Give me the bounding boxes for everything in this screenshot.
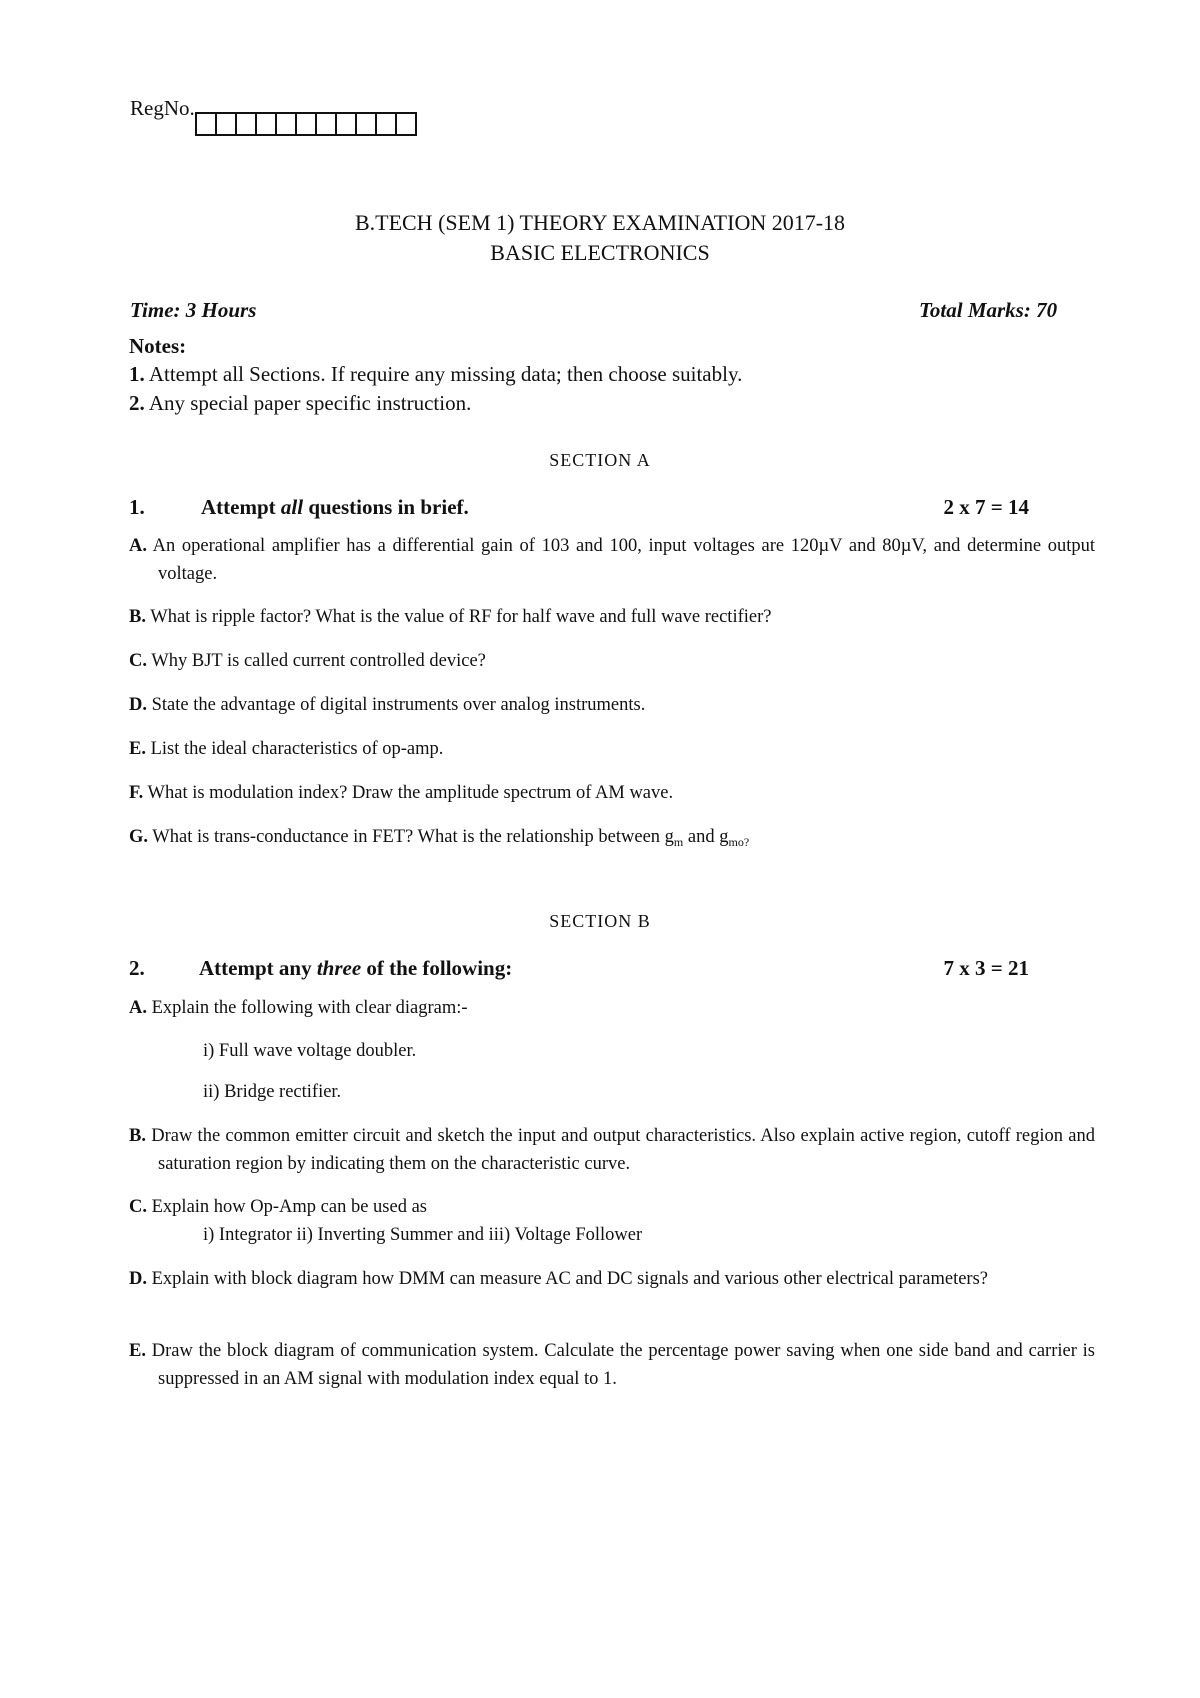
question-item: D. Explain with block diagram how DMM can measure AC and DC signals and various other electrical parameters? — [129, 1269, 988, 1289]
question-instruction: Attempt any three of the following: — [199, 956, 513, 980]
reg-number-field — [130, 94, 417, 136]
reg-number-label: RegNo. — [130, 96, 195, 120]
question-item: B. What is ripple factor? What is the value of RF for half wave and full wave rectifier? — [129, 607, 772, 627]
note-item — [129, 391, 471, 416]
question-item: A. An operational amplifier has a differential gain of 103 and 100, input voltages are 120µV and 80µV, and determine output voltage. — [129, 536, 1095, 584]
reg-number-boxes — [197, 112, 417, 136]
section-b-heading: SECTION B — [549, 911, 651, 931]
reg-cell — [315, 112, 337, 136]
reg-cell — [355, 112, 377, 136]
question-item: G. What is trans-conductance in FET? What is the relationship between $g_m$ and $g_{mo?}$ — [129, 827, 750, 849]
sub-item: i) Integrator ii) Inverting Summer and iii) Voltage Follower — [203, 1225, 643, 1245]
reg-cell — [235, 112, 257, 136]
reg-cell — [395, 112, 417, 136]
note-number: 2. — [129, 391, 145, 415]
exam-title: B.TECH (SEM 1) THEORY EXAMINATION 2017-18 — [354, 210, 846, 235]
question-item: B. Draw the common emitter circuit and sketch the input and output characteristics. Also explain active region, cutoff region and saturation region by indicating them on the characteristic curve. — [129, 1126, 1095, 1174]
reg-cell — [335, 112, 357, 136]
sub-item: i) Full wave voltage doubler. — [203, 1041, 417, 1061]
reg-cell — [255, 112, 277, 136]
question-marks: 7 x 3 = 21 — [943, 956, 1029, 980]
reg-cell — [275, 112, 297, 136]
notes-heading: Notes: — [129, 334, 187, 358]
note-text: Any special paper specific instruction. — [144, 391, 472, 415]
note-item — [129, 362, 742, 387]
reg-cell — [375, 112, 397, 136]
question-item: E. Draw the block diagram of communication system. Calculate the percentage power saving when one side band and carrier is suppressed in an AM signal with modulation index equal to 1. — [129, 1341, 1095, 1389]
note-text: Attempt all Sections. If require any missing data; then choose suitably. — [144, 362, 743, 386]
exam-total-marks: Total Marks: 70 — [919, 298, 1058, 322]
question-item: C. Why BJT is called current controlled device? — [129, 651, 486, 671]
question-item: A. Explain the following with clear diagram:- — [129, 998, 468, 1018]
reg-cell — [195, 112, 217, 136]
note-number: 1. — [129, 362, 145, 386]
question-item: C. Explain how Op-Amp can be used as — [129, 1197, 428, 1217]
reg-cell — [215, 112, 237, 136]
exam-subject: BASIC ELECTRONICS — [490, 240, 710, 265]
question-item: E. List the ideal characteristics of op-amp. — [129, 739, 444, 759]
exam-time: Time: 3 Hours — [130, 298, 257, 322]
question-number: 2. — [129, 956, 145, 980]
question-item: D. State the advantage of digital instruments over analog instruments. — [129, 695, 646, 715]
reg-cell — [295, 112, 317, 136]
question-item: F. What is modulation index? Draw the amplitude spectrum of AM wave. — [129, 783, 674, 803]
question-marks: 2 x 7 = 14 — [943, 495, 1029, 519]
sub-item: ii) Bridge rectifier. — [203, 1082, 342, 1102]
section-a-heading: SECTION A — [549, 450, 651, 470]
question-instruction: Attempt all questions in brief. — [201, 495, 469, 519]
question-number: 1. — [129, 495, 145, 519]
